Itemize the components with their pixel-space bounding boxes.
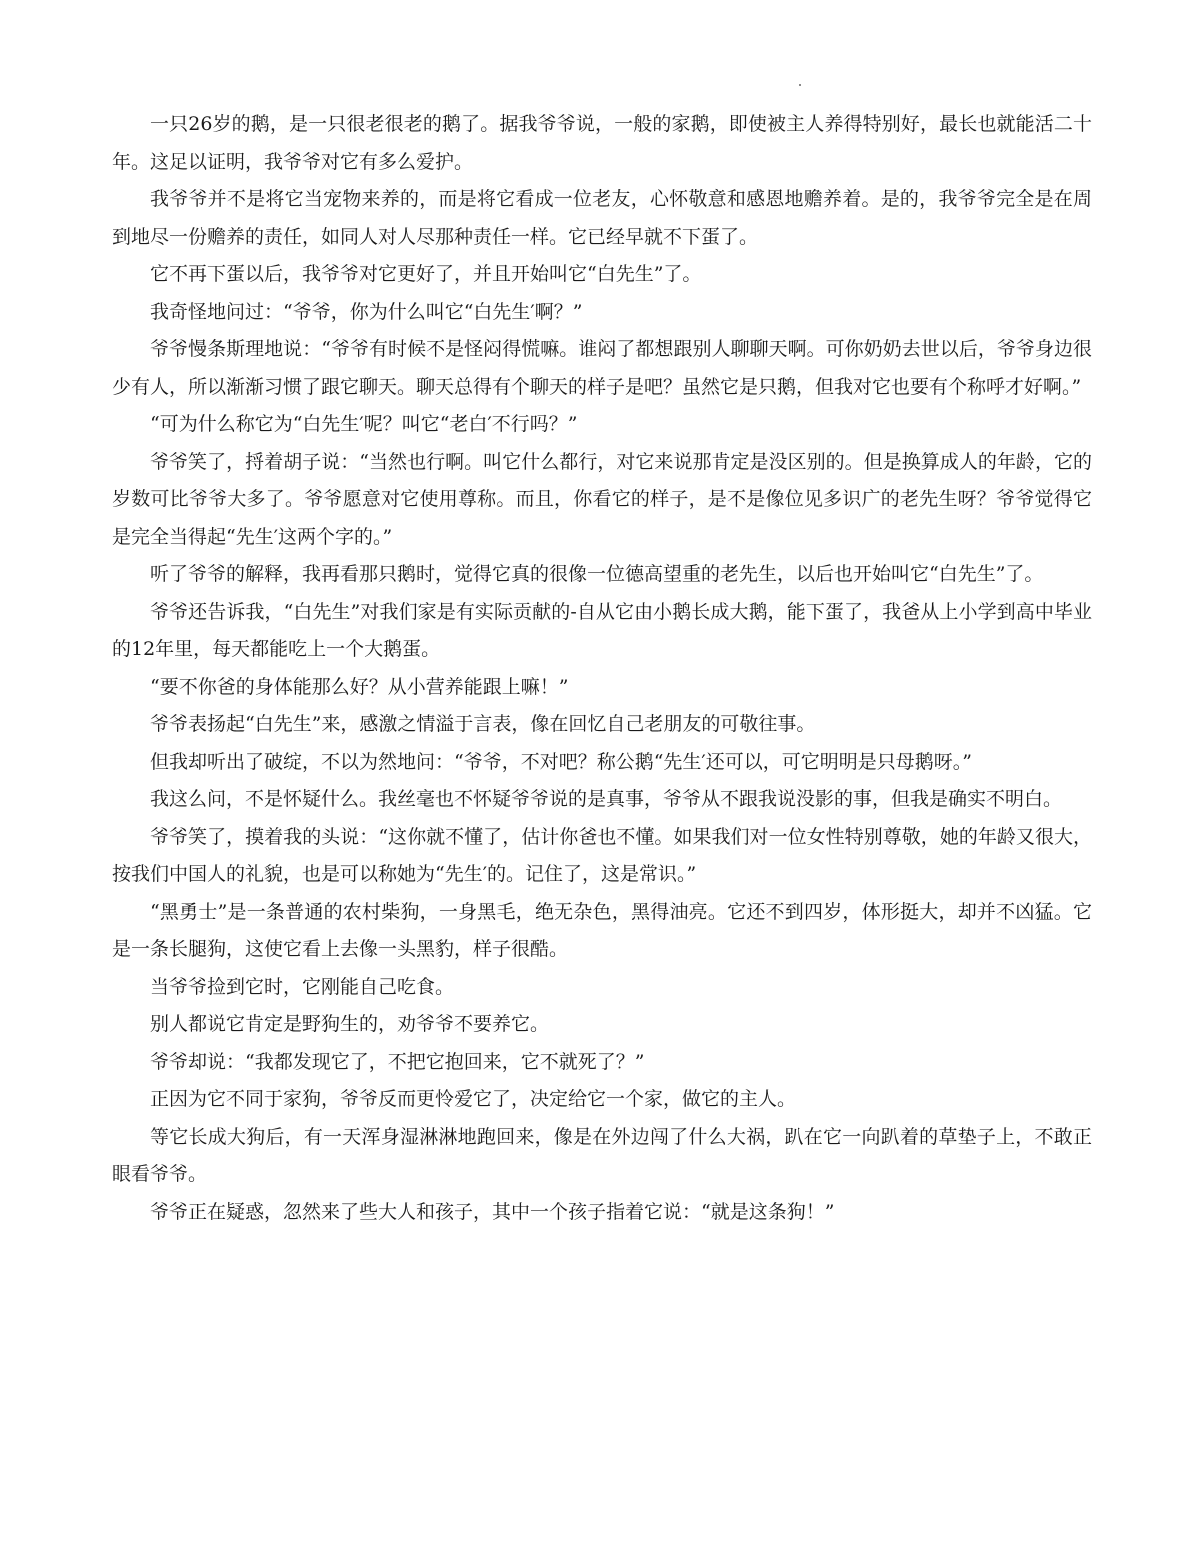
paragraph: 我这么问，不是怀疑什么。我丝毫也不怀疑爷爷说的是真事，爷爷从不跟我说没影的事，但我是确实不明白。 — [150, 788, 1063, 810]
article-body — [112, 106, 1092, 1231]
paragraph: 我爷爷并不是将它当宠物来养的，而是将它看成一位老友，心怀敬意和感恩地赡养着。是的，我爷爷完全是在周到地尽一份赡养的责任，如同人对人尽那种责任一样。它已经早就不下蛋了。 — [112, 188, 1092, 248]
paragraph: 爷爷慢条斯理地说：“爷爷有时候不是怪闷得慌嘛。谁闷了都想跟别人聊聊天啊。可你奶奶去世以后，爷爷身边很少有人，所以渐渐习惯了跟它聊天。聊天总得有个聊天的样子是吧？虽然它是只鹅，但我对它也要有个称呼才好啊。” — [112, 338, 1092, 398]
page-mark-dot — [799, 84, 801, 86]
paragraph: 爷爷正在疑惑，忽然来了些大人和孩子，其中一个孩子指着它说：“就是这条狗！” — [150, 1200, 835, 1223]
paragraph: 正因为它不同于家狗，爷爷反而更怜爱它了，决定给它一个家，做它的主人。 — [150, 1088, 797, 1110]
paragraph: 当爷爷捡到它时，它刚能自己吃食。 — [150, 975, 455, 998]
paragraph: 爷爷表扬起“白先生”来，感激之情溢于言表，像在回忆自己老朋友的可敬往事。 — [150, 713, 816, 735]
paragraph: 一只26岁的鹅，是一只很老很老的鹅了。据我爷爷说，一般的家鹅，即使被主人养得特别好，最长也就能活二十年。这足以证明，我爷爷对它有多么爱护。 — [112, 113, 1092, 173]
paragraph: 听了爷爷的解释，我再看那只鹅时，觉得它真的很像一位德高望重的老先生，以后也开始叫它“白先生”了。 — [150, 563, 1044, 585]
paragraph: 爷爷却说：“我都发现它了，不把它抱回来，它不就死了？” — [150, 1050, 645, 1073]
paragraph: “可为什么称它为“白先生′呢？叫它“老白′不行吗？” — [150, 413, 578, 435]
paragraph: 它不再下蛋以后，我爷爷对它更好了，并且开始叫它“白先生”了。 — [150, 263, 702, 285]
paragraph: “黑勇士”是一条普通的农村柴狗，一身黑毛，绝无杂色，黑得油亮。它还不到四岁，体形挺大，却并不凶猛。它是一条长腿狗，这使它看上去像一头黑豹，样子很酷。 — [112, 900, 1092, 960]
paragraph: 等它长成大狗后，有一天浑身湿淋淋地跑回来，像是在外边闯了什么大祸，趴在它一向趴着的草垫子上，不敢正眼看爷爷。 — [112, 1125, 1092, 1185]
paragraph: 爷爷还告诉我，“白先生”对我们家是有实际贡献的-自从它由小鹅长成大鹅，能下蛋了，我爸从上小学到高中毕业的12年里，每天都能吃上一个大鹅蛋。 — [112, 600, 1092, 660]
paragraph: 爷爷笑了，摸着我的头说：“这你就不懂了，估计你爸也不懂。如果我们对一位女性特别尊敬，她的年龄又很大，按我们中国人的礼貌，也是可以称她为“先生′的。记住了，这是常识。” — [112, 825, 1092, 885]
paragraph: 我奇怪地问过：“爷爷，你为什么叫它“白先生′啊？” — [150, 300, 583, 323]
paragraph: “要不你爸的身体能那么好？从小营养能跟上嘛！” — [150, 675, 569, 698]
paragraph: 但我却听出了破绽，不以为然地问：“爷爷，不对吧？称公鹅“先生′还可以，可它明明是只母鹅呀。” — [150, 750, 972, 773]
paragraph: 爷爷笑了，捋着胡子说：“当然也行啊。叫它什么都行，对它来说那肯定是没区别的。但是换算成人的年龄，它的岁数可比爷爷大多了。爷爷愿意对它使用尊称。而且，你看它的样子，是不是像位见多识广的老先生呀？爷爷觉得它是完全当得起“先生′这两个字的。” — [112, 450, 1092, 548]
paragraph: 别人都说它肯定是野狗生的，劝爷爷不要养它。 — [150, 1013, 550, 1035]
